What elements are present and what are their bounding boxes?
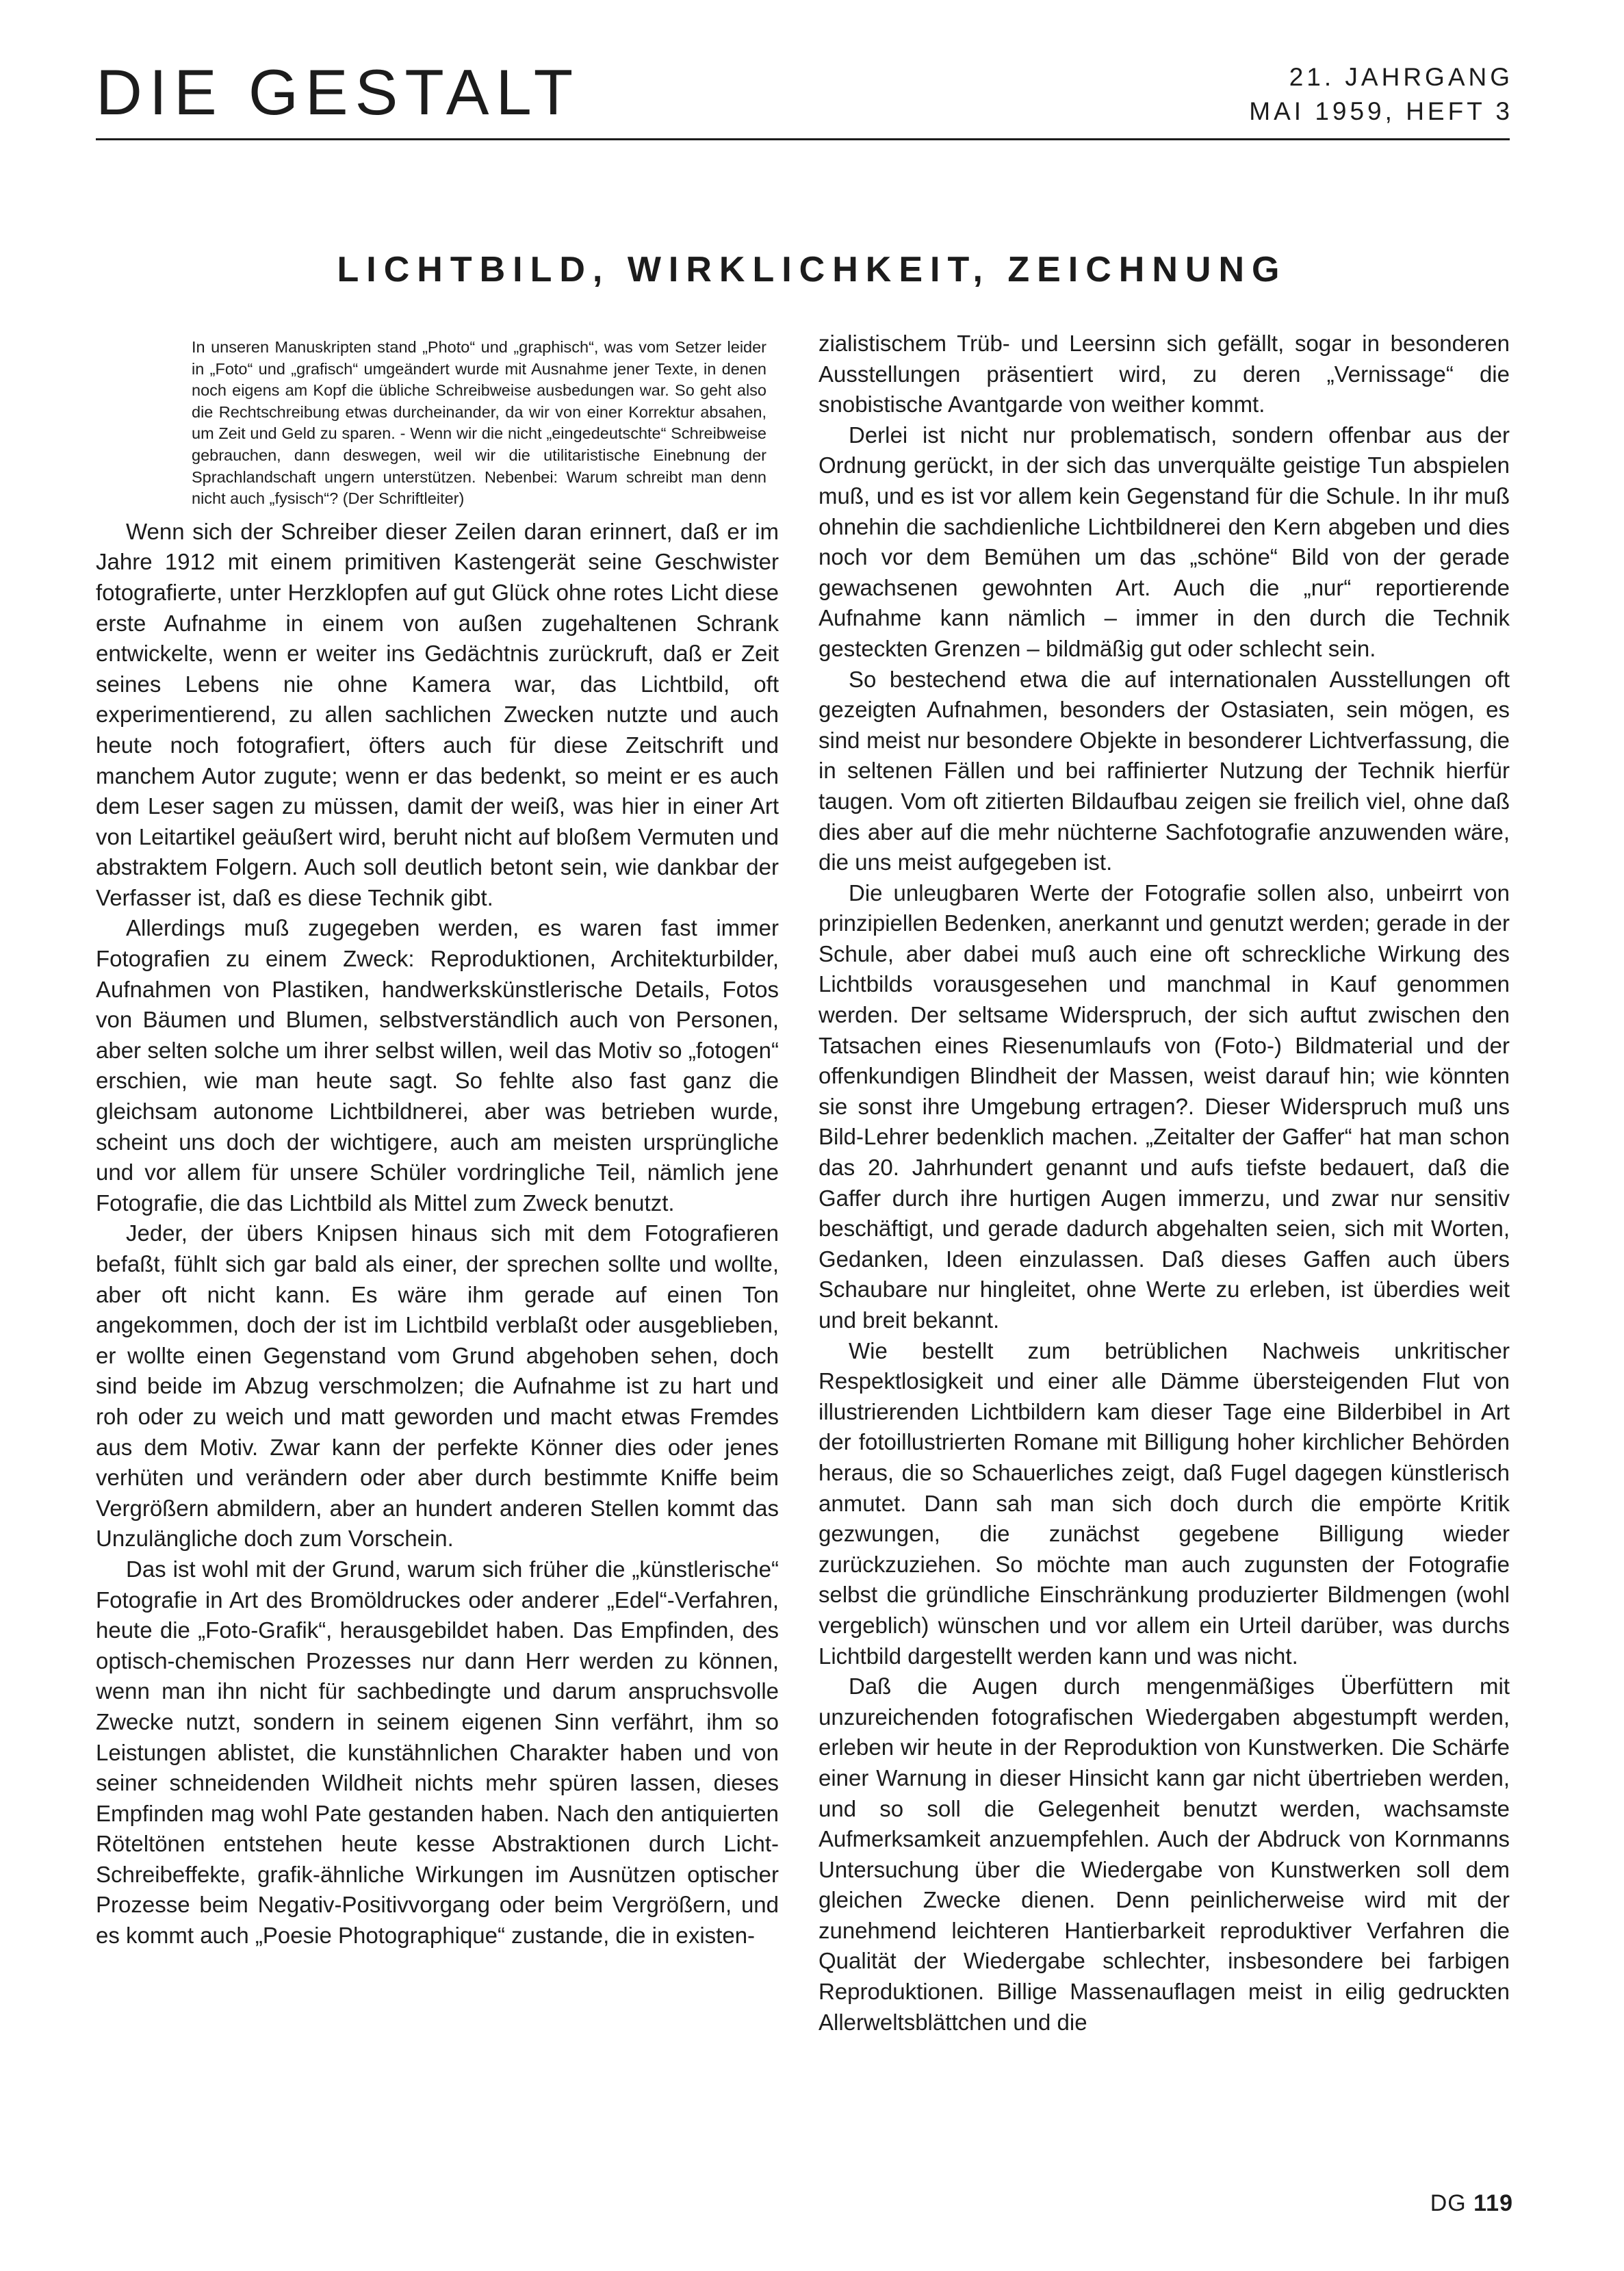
journal-abbreviation: DG	[1430, 2190, 1467, 2216]
page-footer	[1430, 2190, 1513, 2217]
article-title: LICHTBILD, WIRKLICHKEIT, ZEICHNUNG	[337, 250, 1287, 290]
volume-label: 21. JAHRGANG	[1289, 63, 1513, 91]
paragraph: zialistischem Trüb- und Leersinn sich gefällt, sogar in besonderen Ausstellungen präsentiert wird, zu deren „Vernissage“ die snobistische Avantgarde von weither kommt.	[819, 331, 1510, 418]
left-column	[96, 329, 779, 1951]
paragraph: So bestechend etwa die auf internationalen Ausstellungen oft gezeigten Aufnahmen, besonders der Ostasiaten, sein mögen, es sind meist nur besondere Objekte in besonderer Lichtverfassung, die in seltenen Fällen und bei raffinierter Nutzung der Technik hierfür taugen. Vom oft zitierten Bildaufbau zeigen sie freilich viel, ohne daß dies aber auf die mehr nüchterne Sachfotografie anzuwenden wäre, die uns meist aufgegeben ist.	[819, 666, 1510, 875]
paragraph: Wenn sich der Schreiber dieser Zeilen daran erinnert, daß er im Jahre 1912 mit einem primitiven Kastengerät seine Geschwister fotografierte, unter Herzklopfen auf gut Glück ohne rotes Licht diese erste Aufnahme in einem von außen zugehaltenen Schrank entwickelte, wenn er weiter ins Gedächtnis zurückruft, daß er Zeit seines Lebens nie ohne Kamera war, das Lichtbild, oft experimentierend, zu allen sachlichen Zwecken nutzte und auch heute noch fotografiert, öfters auch für diese Zeitschrift und manchem Autor zugute; wenn er das bedenkt, so meint er es auch dem Leser sagen zu müssen, damit der weiß, was hier in einer Art von Leitartikel geäußert wird, beruht nicht auf bloßem Vermuten und abstraktem Folgern. Auch soll deutlich betont sein, wie dankbar der Verfasser ist, daß es diese Technik gibt.	[96, 518, 779, 910]
paragraph: Das ist wohl mit der Grund, warum sich früher die „künstlerische“ Fotografie in Art des Bromöldruckes oder anderer „Edel“-Verfahren, heute die „Foto-Grafik“, herausgebildet haben. Das Empfinden, des optisch-chemischen Prozesses nur dann Herr werden zu können, wenn man ihn nicht für sachbedingte und darum anspruchsvolle Zwecke nutzt, sondern in seinem eigenen Sinn verfährt, ihm so Leistungen ablistet, die kunstähnlichen Charakter haben und von seiner schneidenden Wildheit nichts mehr spüren lassen, dieses Empfinden mag wohl Pate gestanden haben. Nach den antiquierten Röteltönen entstehen heute kesse Abstraktionen durch Licht-Schreibeffekte, grafik-ähnliche Wirkungen im Ausnützen optischer Prozesse beim Negativ-Positivvorgang oder beim Vergrößern, und es kommt auch „Poesie Photographique“ zustande, die in existen-	[96, 1556, 779, 1949]
paragraph: Daß die Augen durch mengenmäßiges Überfüttern mit unzureichenden fotografischen Wiedergaben abgestumpft werden, erleben wir heute in der Reproduktion von Kunstwerken. Die Schärfe einer Warnung in dieser Hinsicht kann gar nicht übertrieben werden, und so soll die Gelegenheit benutzt werden, wachsamste Aufmerksamkeit anzuempfehlen. Auch der Abdruck von Kornmanns Untersuchung über die Wiedergabe von Kunstwerken soll dem gleichen Zwecke dienen. Denn peinlicherweise wird mit der zunehmend leichteren Hantierbarkeit reproduktiver Verfahren die Qualität der Wiedergabe schlechter, insbesondere bei farbigen Reproduktionen. Billige Massenauflagen meist in eilig gedruckten Allerweltsblättchen und die	[819, 1673, 1510, 2035]
journal-title: DIE GESTALT	[96, 56, 580, 128]
right-column	[819, 329, 1510, 2038]
issue-label: MAI 1959, HEFT 3	[1249, 97, 1513, 125]
paragraph: Derlei ist nicht nur problematisch, sondern offenbar aus der Ordnung gerückt, in der sich das unverquälte geistige Tun abspielen muß, und es ist vor allem kein Gegenstand für die Schule. In ihr muß ohnehin die sachdienliche Lichtbildnerei den Kern abgeben und dies noch vor dem Bemühen um das „schöne“ Bild von der gerade gewachsenen gewohnten Art. Auch die „nur“ reportierende Aufnahme kann nämlich – immer in den durch die Technik gesteckten Grenzen – bildmäßig gut oder schlecht sein.	[819, 422, 1510, 661]
paragraph: Wie bestellt zum betrüblichen Nachweis unkritischer Respektlosigkeit und einer alle Dämme übersteigenden Flut von illustrierenden Lichtbildern kam dieser Tage eine Bilderbibel in Art der fotoillustrierten Romane mit Billigung hoher kirchlicher Behörden heraus, die so Schauerliches zeigt, daß Fugel dagegen künstlerisch anmutet. Dann sah man sich doch durch die empörte Kritik gezwungen, die zunächst gegebene Billigung wieder zurückzuziehen. So möchte man auch zugunsten der Fotografie selbst die gründliche Einschränkung produzierter Bildmengen (wohl vergeblich) wünschen und vor allem ein Urteil darüber, was durchs Lichtbild dargestellt werden kann und was nicht.	[819, 1337, 1510, 1669]
header-rule	[96, 138, 1510, 140]
page-number: 119	[1473, 2190, 1513, 2216]
paragraph: Allerdings muß zugegeben werden, es waren fast immer Fotografien zu einem Zweck: Reproduktionen, Architekturbilder, Aufnahmen von Plastiken, handwerkskünstlerische Details, Fotos von Bäumen und Blumen, selbstverständlich auch von Personen, aber selten solche um ihrer selbst willen, weil das Motiv so „fotogen“ erschien, wie man heute sagt. So fehlte also fast ganz die gleichsam autonome Lichtbildnerei, aber was betrieben wurde, scheint uns doch der wichtigere, auch am meisten ursprüngliche und vor allem für unsere Schüler vordringliche Teil, nämlich jene Fotografie, die das Lichtbild als Mittel zum Zweck benutzt.	[96, 915, 779, 1216]
editor-note: In unseren Manuskripten stand „Photo“ und „graphisch“, was vom Setzer leider in „Foto“ und „grafisch“ umgeändert wurde mit Ausnahme jener Texte, in denen noch eigens am Kopf die übliche Schreibweise ausbedungen war. So geht also die Rechtschreibung etwas durcheinander, da wir von einer Korrektur absahen, um Zeit und Geld zu sparen. - Wenn wir die nicht „eingedeutschte“ Schreibweise gebrauchen, dann deswegen, weil wir die utilitaristische Einebnung der Sprachlandschaft ungern unterstützen. Nebenbei: Warum schreibt man denn nicht auch „fysisch“? (Der Schriftleiter)	[192, 338, 766, 508]
paragraph: Die unleugbaren Werte der Fotografie sollen also, unbeirrt von prinzipiellen Bedenken, anerkannt und genutzt werden; gerade in der Schule, aber dabei muß auch eine oft schreckliche Wirkung des Lichtbilds vorausgesehen und manchmal in Kauf genommen werden. Der seltsame Widerspruch, der sich auftut zwischen den Tatsachen eines Riesenumlaufs von (Foto-) Bildmaterial und der offenkundigen Blindheit der Massen, weist darauf hin; wie könnten sie sonst ihre Umgebung ertragen?. Dieser Widerspruch muß uns Bild-Lehrer bedenklich machen. „Zeitalter der Gaffer“ hat man schon das 20. Jahrhundert genannt und aufs tiefste bedauert, daß die Gaffer durch ihre hurtigen Augen immerzu, und zwar nur sensitiv beschäftigt, und gerade dadurch abgehalten seien, sich mit Worten, Gedanken, Ideen einzulassen. Daß dieses Gaffen auch übers Schaubare nur hingleitet, ohne Werte zu erleben, ist überdies weit und breit bekannt.	[819, 880, 1510, 1333]
paragraph: Jeder, der übers Knipsen hinaus sich mit dem Fotografieren befaßt, fühlt sich gar bald als einer, der sprechen sollte und wollte, aber oft nicht kann. Es wäre ihm gerade auf einen Ton angekommen, doch der ist im Lichtbild verblaßt oder ausgeblieben, er wollte einen Gegenstand vom Grund abgehoben sehen, doch sind beide im Abzug verschmolzen; die Aufnahme ist zu hart und roh oder zu weich und matt geworden und macht etwas Fremdes aus dem Motiv. Zwar kann der perfekte Könner dies oder jenes verhüten und verändern oder aber durch bestimmte Kniffe beim Vergrößern abmildern, aber an hundert anderen Stellen kommt das Unzulängliche doch zum Vorschein.	[96, 1220, 779, 1552]
issue-info	[1249, 60, 1513, 129]
